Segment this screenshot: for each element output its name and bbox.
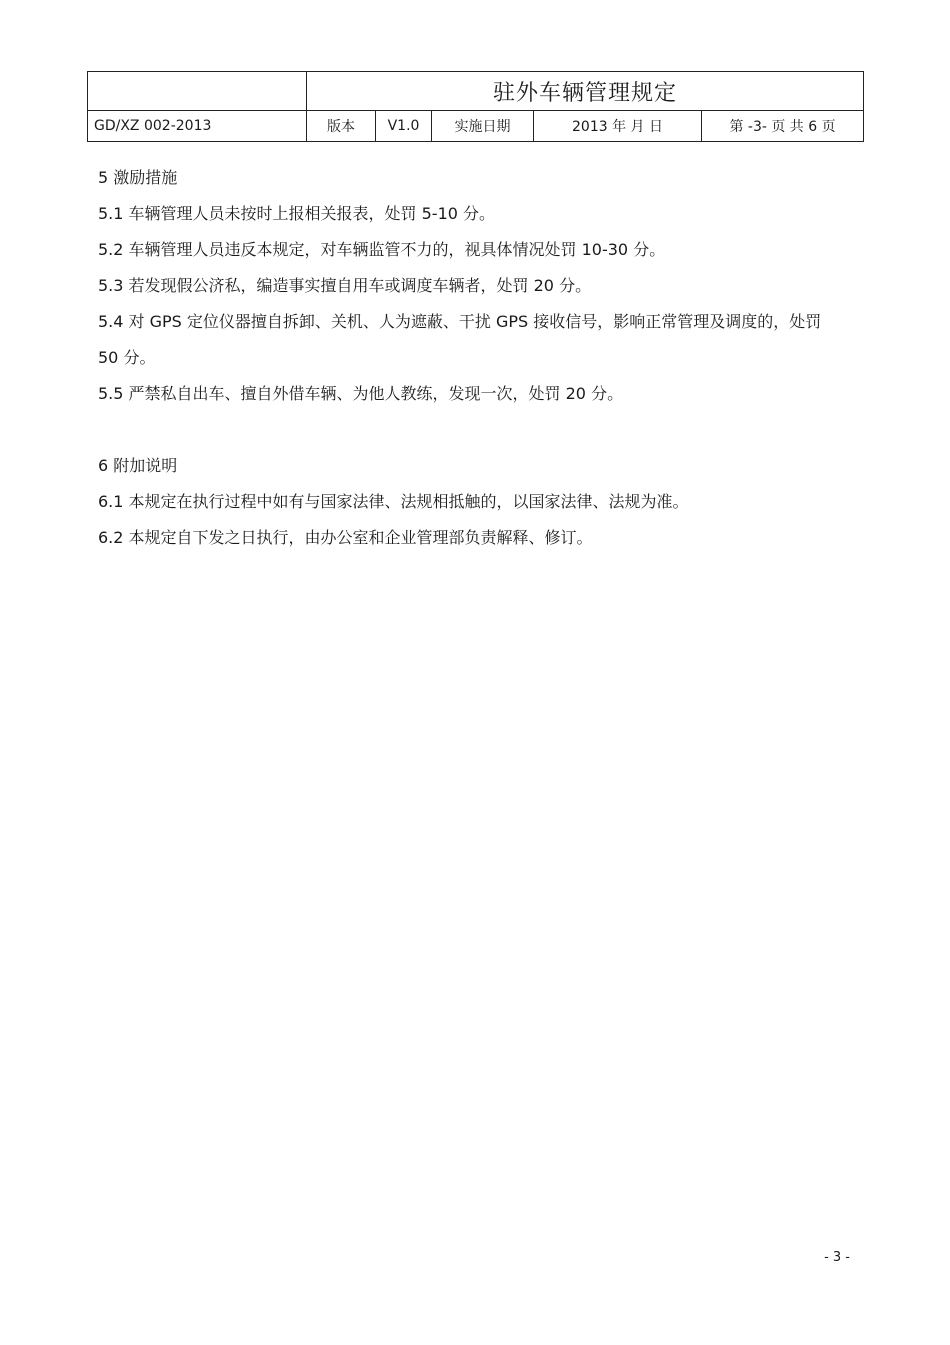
effective-date-value: 2013 年 月 日: [534, 111, 702, 142]
clause-item: 5.1 车辆管理人员未按时上报相关报表，处罚 5-10 分。: [98, 204, 496, 223]
clause-item: 6.1 本规定在执行过程中如有与国家法律、法规相抵触的，以国家法律、法规为准。: [98, 492, 689, 511]
page-number: - 3 -: [824, 1250, 850, 1265]
header-blank-cell: [88, 72, 307, 111]
clause-item: 6.2 本规定自下发之日执行，由办公室和企业管理部负责解释、修订。: [98, 528, 593, 547]
clause-item: 5.4 对 GPS 定位仪器擅自拆卸、关机、人为遮蔽、干扰 GPS 接收信号，影响正常管理及调度的，处罚 50 分。: [98, 312, 822, 367]
effective-date-label: 实施日期: [432, 111, 534, 142]
section-heading: 6 附加说明: [98, 456, 178, 475]
page-info: 第 -3- 页 共 6 页: [702, 111, 864, 142]
version-label: 版本: [307, 111, 376, 142]
clause-item: 5.5 严禁私自出车、擅自外借车辆、为他人教练，发现一次，处罚 20 分。: [98, 384, 624, 403]
document-header-table: [87, 71, 864, 142]
document-title: 驻外车辆管理规定: [307, 72, 864, 111]
section-spacer: [98, 412, 843, 448]
version-value: V1.0: [376, 111, 432, 142]
document-code: GD/XZ 002-2013: [88, 111, 307, 142]
clause-item: 5.3 若发现假公济私，编造事实擅自用车或调度车辆者，处罚 20 分。: [98, 276, 592, 295]
document-body: [98, 160, 843, 556]
clause-item: 5.2 车辆管理人员违反本规定，对车辆监管不力的，视具体情况处罚 10-30 分。: [98, 240, 666, 259]
section-heading: 5 激励措施: [98, 168, 178, 187]
